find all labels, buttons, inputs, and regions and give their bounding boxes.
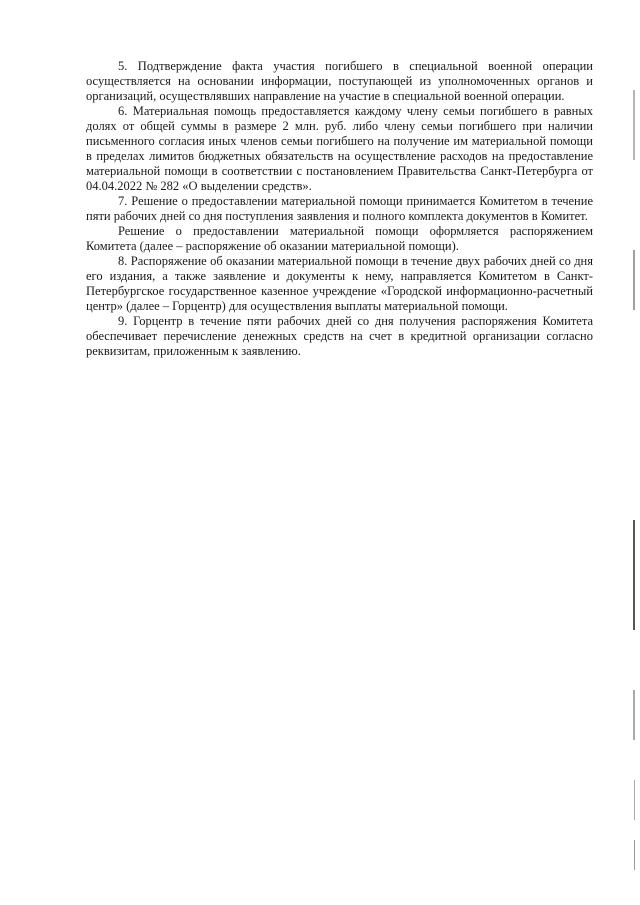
paragraph-item-6: 6. Материальная помощь предоставляется каждому члену семьи погибшего в равных долях от общей суммы в размере 2 млн. руб. либо члену семьи погибшего при наличии письменного согласия иных членов семьи погибшего на получение им материальной помощи в пределах лимитов бюджетных обязательств на осуществление расходов на предоставление материальной помощи в соответствии с постановлением Правительства Санкт-Петербурга от 04.04.2022 № 282 «О выделении средств». (86, 104, 593, 193)
document-body (86, 59, 593, 359)
scan-edge-mark (633, 520, 635, 630)
paragraph-item-8: 8. Распоряжение об оказании материальной помощи в течение двух рабочих дней со дня его издания, а также заявление и документы к нему, направляется Комитетом в Санкт-Петербургское государственное казенное учреждение «Городской информационно-расчетный центр» (далее – Горцентр) для осуществления выплаты материальной помощи. (86, 254, 593, 313)
scan-edge-mark (634, 780, 635, 820)
paragraph-item-9: 9. Горцентр в течение пяти рабочих дней со дня получения распоряжения Комитета обеспечивает перечисление денежных средств на счет в кредитной организации согласно реквизитам, приложенным к заявлению. (86, 314, 593, 358)
scan-edge-mark (633, 250, 635, 310)
paragraph-decision-order: Решение о предоставлении материальной помощи оформляется распоряжением Комитета (далее – распоряжение об оказании материальной помощи). (86, 224, 593, 253)
scan-edge-mark (634, 840, 635, 870)
scan-edge-mark (633, 690, 635, 740)
paragraph-item-5: 5. Подтверждение факта участия погибшего в специальной военной операции осуществляется на основании информации, поступающей из уполномоченных органов и организаций, осуществлявших направление на участие в специальной военной операции. (86, 59, 593, 103)
scan-edge-mark (633, 90, 635, 160)
paragraph-item-7: 7. Решение о предоставлении материальной помощи принимается Комитетом в течение пяти рабочих дней со дня поступления заявления и полного комплекта документов в Комитет. (86, 194, 593, 223)
